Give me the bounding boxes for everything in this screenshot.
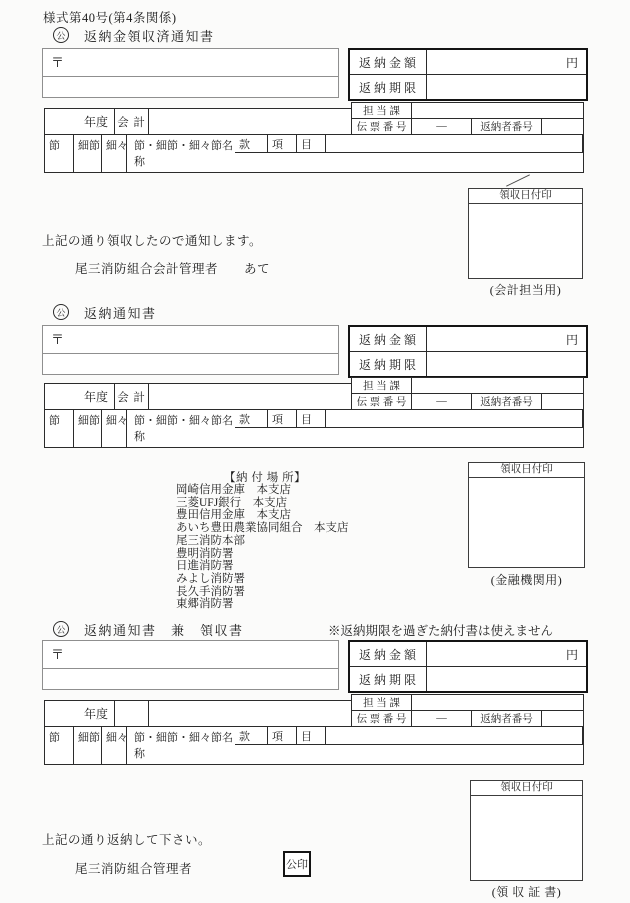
amount-value-cell <box>427 327 586 351</box>
payer-number-label: 返納者番号 <box>472 711 542 726</box>
staff-section-value-cell <box>412 695 583 710</box>
account-label-empty <box>115 701 149 726</box>
slip-number-label: 伝 票 番 号 <box>352 119 412 134</box>
deadline-label: 返 納 期 限 <box>350 75 427 99</box>
detail-table-2 <box>44 381 584 448</box>
name-header: 節・細節・細々節名称 <box>134 140 233 168</box>
receipt-stamp-box-2 <box>468 462 585 568</box>
form-number: 様式第40号(第4条関係) <box>43 11 177 25</box>
receipt-stamp-box-1 <box>468 188 583 279</box>
account-value-cell <box>149 109 351 134</box>
address-box-2 <box>42 325 339 375</box>
table-top-border <box>44 108 352 109</box>
kan-header: 款 <box>235 135 268 153</box>
payment-place-item: 豊田信用金庫 本支店 <box>176 509 291 522</box>
saizai-header: 細々 <box>102 135 127 172</box>
payer-number-label: 返納者番号 <box>472 119 542 134</box>
detail-table-3 <box>44 698 584 765</box>
official-circle-icon <box>53 621 69 637</box>
notice-text-1: 上記の通り領収したので通知します。 <box>42 234 263 248</box>
yen-label: 円 <box>565 332 578 347</box>
stamp-caption-3: (領 収 証 書) <box>491 885 562 899</box>
slip-number-label: 伝 票 番 号 <box>352 711 412 726</box>
table-top-border <box>44 383 352 384</box>
stamp-box-header: 領収日付印 <box>471 781 582 796</box>
fiscal-year-label: 年度 <box>45 384 115 409</box>
account-value-cell <box>149 701 351 726</box>
connector-slash <box>506 174 530 186</box>
payment-place-item: 長久手消防署 <box>176 585 245 598</box>
slip-number-dash: — <box>412 711 472 726</box>
setsu-header: 節 <box>45 135 74 172</box>
deadline-value-cell <box>427 75 586 99</box>
postal-code-row <box>43 49 338 77</box>
fiscal-year-label: 年度 <box>45 109 115 134</box>
saisetsu-header: 細節 <box>74 410 102 447</box>
deadline-warning-note: ※返納期限を過ぎた納付書は使えません <box>328 624 554 638</box>
amount-box-1 <box>348 48 588 101</box>
ko-header: 項 <box>268 135 297 153</box>
addressee-text-3: 尾三消防組合管理者 <box>75 862 193 876</box>
slip-number-dash: — <box>412 394 472 409</box>
payment-places-header: 【納 付 場 所】 <box>224 472 307 484</box>
yen-label: 円 <box>565 55 578 70</box>
receipt-stamp-box-3 <box>470 780 583 881</box>
ko-header: 項 <box>268 410 297 428</box>
payer-number-value-cell <box>542 394 583 409</box>
moku-header: 目 <box>297 727 326 745</box>
staff-section-row <box>352 378 583 393</box>
staff-section-label: 担 当 課 <box>352 103 412 118</box>
deadline-label: 返 納 期 限 <box>350 667 427 691</box>
postal-code-row <box>43 326 338 354</box>
amount-box-2 <box>348 325 588 378</box>
payment-place-item: 東郷消防署 <box>176 598 234 611</box>
staff-section-label: 担 当 課 <box>352 695 412 710</box>
moku-header: 目 <box>297 410 326 428</box>
stamp-box-header: 領収日付印 <box>469 189 582 204</box>
slip-number-dash: — <box>412 119 472 134</box>
payer-number-value-cell <box>542 119 583 134</box>
deadline-row <box>350 74 586 99</box>
payment-places-list <box>176 484 349 611</box>
fiscal-year-row <box>45 384 351 410</box>
payer-number-value-cell <box>542 711 583 726</box>
staff-section-row <box>352 103 583 118</box>
amount-row <box>350 642 586 666</box>
budget-grid <box>45 135 583 172</box>
deadline-label: 返 納 期 限 <box>350 352 427 376</box>
deadline-row <box>350 666 586 691</box>
slip-number-row <box>352 118 583 134</box>
yen-label: 円 <box>565 647 578 662</box>
account-label: 会 計 <box>115 384 149 409</box>
staff-section-value-cell <box>412 103 583 118</box>
official-circle-icon <box>53 304 69 320</box>
charge-subtable <box>351 377 584 410</box>
stamp-caption-2: (金融機関用) <box>490 573 563 587</box>
payment-place-item: 尾三消防本部 <box>176 534 245 547</box>
moku-name-cell <box>326 135 583 153</box>
budget-grid <box>45 727 583 764</box>
notice-text-3: 上記の通り返納して下さい。 <box>42 833 212 847</box>
amount-value-cell <box>427 642 586 666</box>
budget-grid <box>45 410 583 447</box>
payment-place-item: 豊明消防署 <box>176 547 234 560</box>
fiscal-year-row <box>45 701 351 727</box>
detail-table-1 <box>44 106 584 173</box>
payment-place-item: 岡崎信用金庫 本支店 <box>176 484 291 496</box>
payment-place-item: みよし消防署 <box>176 572 245 585</box>
official-circle-icon <box>53 27 69 43</box>
setsu-header: 節 <box>45 410 74 447</box>
amount-row <box>350 327 586 351</box>
name-header: 節・細節・細々節名称 <box>134 732 233 760</box>
stamp-box-header: 領収日付印 <box>469 463 584 478</box>
address-box-3 <box>42 640 339 690</box>
official-seal-box: 公印 <box>283 851 311 877</box>
kan-header: 款 <box>235 727 268 745</box>
saisetsu-header: 細節 <box>74 727 102 764</box>
amount-label: 返 納 金 額 <box>350 50 427 74</box>
staff-section-value-cell <box>412 378 583 393</box>
deadline-row <box>350 351 586 376</box>
account-label: 会 計 <box>115 109 149 134</box>
amount-value-cell <box>427 50 586 74</box>
amount-label: 返 納 金 額 <box>350 642 427 666</box>
saisetsu-header: 細節 <box>74 135 102 172</box>
charge-subtable <box>351 102 584 135</box>
payer-number-label: 返納者番号 <box>472 394 542 409</box>
slip-number-row <box>352 710 583 726</box>
section1-title: 返納金領収済通知書 <box>84 29 215 44</box>
address-box-1 <box>42 48 339 98</box>
amount-label: 返 納 金 額 <box>350 327 427 351</box>
deadline-value-cell <box>427 667 586 691</box>
official-mark-label: 公 <box>56 307 66 318</box>
charge-subtable <box>351 694 584 727</box>
moku-name-cell <box>326 410 583 428</box>
addressee-text-1: 尾三消防組合会計管理者 あて <box>75 262 271 276</box>
official-mark-label: 公 <box>56 624 66 635</box>
saizai-header: 細々 <box>102 410 127 447</box>
postal-code-row <box>43 641 338 669</box>
setsu-header: 節 <box>45 727 74 764</box>
staff-section-label: 担 当 課 <box>352 378 412 393</box>
staff-section-row <box>352 695 583 710</box>
postal-mark: 〒 <box>51 55 65 70</box>
section3-title: 返納通知書 兼 領収書 <box>84 623 244 638</box>
slip-number-label: 伝 票 番 号 <box>352 394 412 409</box>
postal-mark: 〒 <box>51 647 65 662</box>
table-top-border <box>44 700 352 701</box>
kan-header: 款 <box>235 410 268 428</box>
fiscal-year-label: 年度 <box>45 701 115 726</box>
name-header: 節・細節・細々節名称 <box>134 415 233 443</box>
moku-name-cell <box>326 727 583 745</box>
deadline-value-cell <box>427 352 586 376</box>
payment-place-item: 日進消防署 <box>176 560 234 573</box>
amount-row <box>350 50 586 74</box>
account-value-cell <box>149 384 351 409</box>
saizai-header: 細々 <box>102 727 127 764</box>
stamp-caption-1: (会計担当用) <box>489 283 562 297</box>
moku-header: 目 <box>297 135 326 153</box>
slip-number-row <box>352 393 583 409</box>
payment-place-item: あいち豊田農業協同組合 本支店 <box>176 522 349 535</box>
payment-place-item: 三菱UFJ銀行 本支店 <box>176 496 288 509</box>
postal-mark: 〒 <box>51 332 65 347</box>
amount-box-3 <box>348 640 588 693</box>
official-mark-label: 公 <box>56 30 66 41</box>
fiscal-year-row <box>45 109 351 135</box>
ko-header: 項 <box>268 727 297 745</box>
section2-title: 返納通知書 <box>84 306 157 321</box>
